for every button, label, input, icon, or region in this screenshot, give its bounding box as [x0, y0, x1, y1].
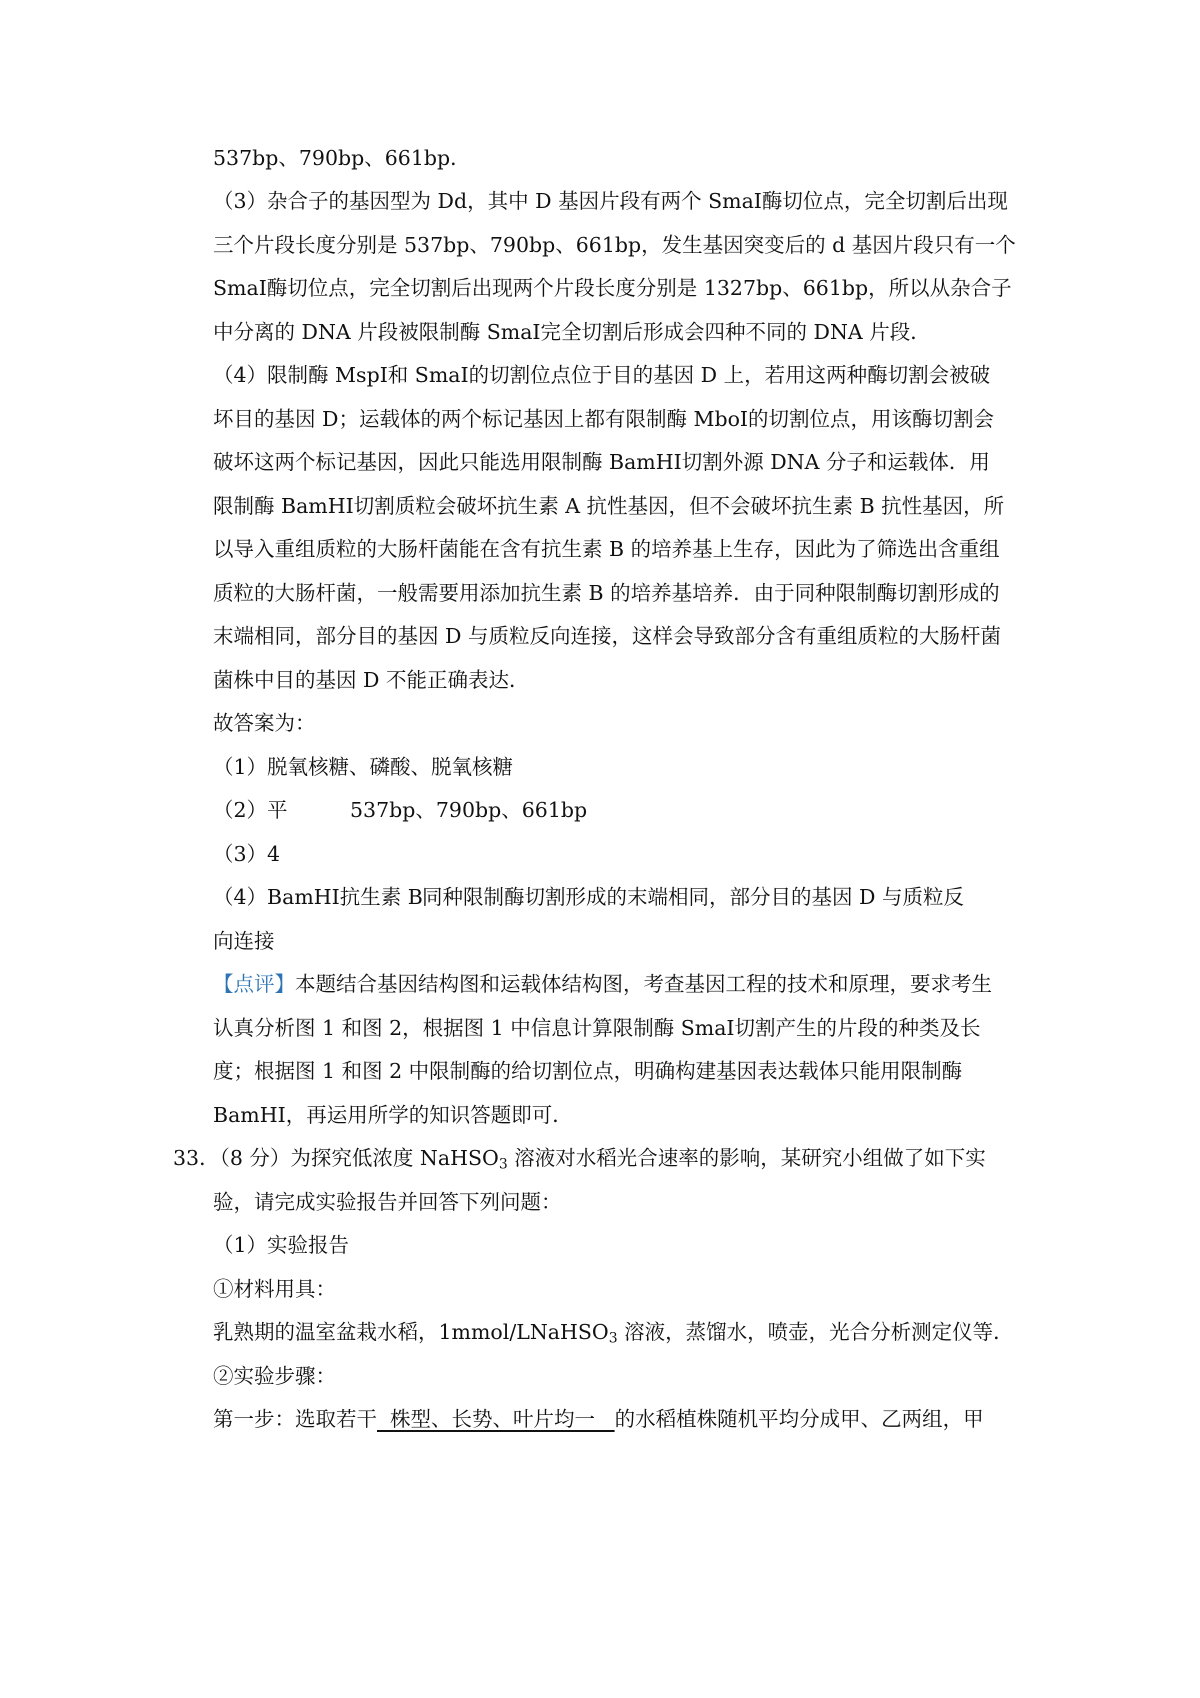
answer-2 [213, 795, 1200, 825]
step-1-line [213, 1404, 1200, 1434]
comment-line [213, 969, 1200, 999]
text-line: 认真分析图 1 和图 2，根据图 1 中信息计算限制酶 SmaⅠ切割产生的片段的种类及长 [213, 1016, 981, 1040]
text-line: 坏目的基因 D；运载体的两个标记基因上都有限制酶 MboⅠ的切割位点，用该酶切割会 [213, 407, 995, 431]
comment-tag: 【点评】 [213, 972, 295, 996]
comment-text: 本题结合基因结构图和运载体结构图，考查基因工程的技术和原理，要求考生 [295, 972, 992, 996]
subsection-materials: ①材料用具： [213, 1277, 336, 1301]
q33-subscript: 3 [498, 1156, 508, 1173]
text-line: 验，请完成实验报告并回答下列问题： [213, 1190, 562, 1214]
q33-text-b: 溶液对水稻光合速率的影响，某研究小组做了如下实 [507, 1146, 986, 1170]
text-line: 中分离的 DNA 片段被限制酶 SmaⅠ完全切割后形成会四种不同的 DNA 片段． [213, 320, 931, 344]
materials-text-b: 溶液，蒸馏水，喷壶，光合分析测定仪等． [617, 1320, 1014, 1344]
text-line: 537bp、790bp、661bp． [213, 146, 471, 170]
materials-line [213, 1317, 1200, 1347]
step-1-text-b: 的水稻植株随机平均分成甲、乙两组，甲 [614, 1407, 984, 1431]
answer-2-part-b: 537bp、790bp、661bp [350, 798, 588, 822]
answer-4-cont: 向连接 [213, 929, 275, 953]
materials-subscript: 3 [608, 1330, 618, 1347]
answer-1: （1）脱氧核糖、磷酸、脱氧核糖 [213, 755, 514, 779]
text-line: 质粒的大肠杆菌，一般需要用添加抗生素 B 的培养基培养．由于同种限制酶切割形成的 [213, 581, 1000, 605]
answer-4 [213, 882, 1200, 912]
text-line: 以导入重组质粒的大肠杆菌能在含有抗生素 B 的培养基上生存，因此为了筛选出含重组 [213, 537, 1000, 561]
text-line: 度；根据图 1 和图 2 中限制酶的给切割位点，明确构建基因表达载体只能用限制酶 [213, 1059, 963, 1083]
materials-text-a: 乳熟期的温室盆栽水稻，1mmol/LNaHSO [213, 1320, 609, 1344]
text-line: 限制酶 BamHⅠ切割质粒会破坏抗生素 A 抗性基因，但不会破坏抗生素 B 抗性基因，所 [213, 494, 1005, 518]
text-line: （3）杂合子的基因型为 Dd，其中 D 基因片段有两个 SmaⅠ酶切位点，完全切割后出现 [213, 189, 1008, 213]
question-33-title [173, 1143, 1200, 1173]
text-line: 破坏这两个标记基因，因此只能选用限制酶 BamHⅠ切割外源 DNA 分子和运载体．用 [213, 450, 990, 474]
answer-3: （3）4 [213, 842, 281, 866]
text-line: （4）限制酶 MspⅠ和 SmaⅠ的切割位点位于目的基因 D 上，若用这两种酶切割会被破 [213, 363, 991, 387]
text-line: BamHⅠ，再运用所学的知识答题即可． [213, 1103, 573, 1127]
text-line: 末端相同，部分目的基因 D 与质粒反向连接，这样会导致部分含有重组质粒的大肠杆菌 [213, 624, 1001, 648]
answer-4-part-a: （4）BamHⅠ抗生素 B [213, 885, 423, 909]
step-1-text-a: 第一步：选取若干 [213, 1407, 377, 1431]
step-1-answer-blank: 株型、长势、叶片均一 [377, 1407, 615, 1431]
answer-4-part-b: 同种限制酶切割形成的末端相同，部分目的基因 D 与质粒反 [422, 885, 964, 909]
q33-text-a: 33．（8 分）为探究低浓度 NaHSO [173, 1146, 499, 1170]
text-line: 三个片段长度分别是 537bp、790bp、661bp，发生基因突变后的 d 基因片段只有一个 [213, 233, 1016, 257]
section-heading: （1）实验报告 [213, 1233, 350, 1257]
text-line: SmaⅠ酶切位点，完全切割后出现两个片段长度分别是 1327bp、661bp，所以从杂合子 [213, 276, 1012, 300]
answer-2-part-a: （2）平 [213, 798, 288, 822]
text-line: 菌株中目的基因 D 不能正确表达． [213, 668, 530, 692]
answer-heading: 故答案为： [213, 711, 316, 735]
subsection-steps: ②实验步骤： [213, 1364, 336, 1388]
